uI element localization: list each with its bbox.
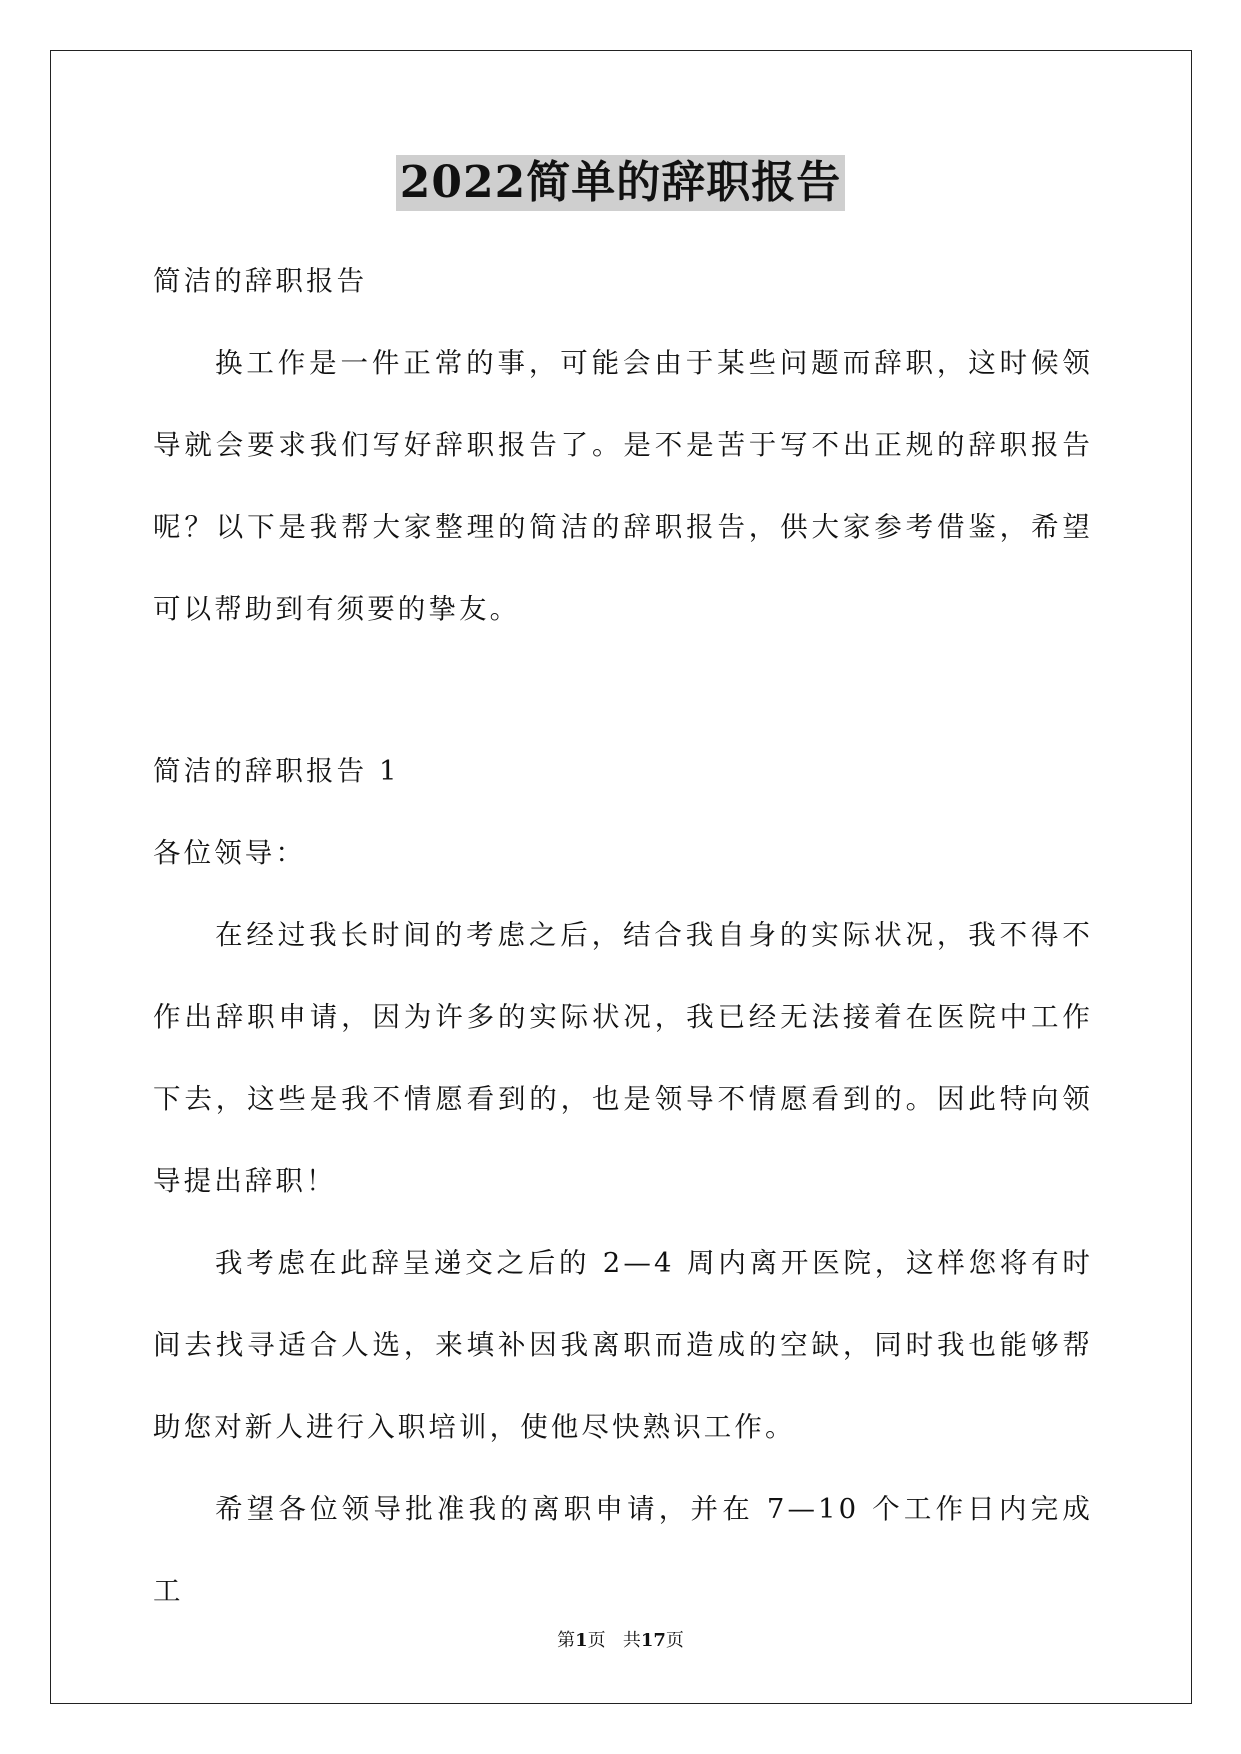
intro-paragraph: 换工作是一件正常的事，可能会由于某些问题而辞职，这时候领导就会要求我们写好辞职报告了。是不是苦于写不出正规的辞职报告呢？以下是我帮大家整理的简洁的辞职报告，供大家参考借鉴，希望可以帮助到有须要的挚友。 — [153, 347, 1093, 625]
section-heading: 简洁的辞职报告 — [153, 265, 368, 297]
page-prefix: 第 — [557, 1630, 576, 1651]
page-current: 1 — [575, 1630, 588, 1651]
document-title: 2022简单的辞职报告 — [396, 155, 845, 211]
body-paragraph: 希望各位领导批准我的离职申请，并在 7—10 个工作日内完成工 — [153, 1493, 1093, 1607]
page-total: 17 — [640, 1630, 666, 1651]
body-paragraph: 在经过我长时间的考虑之后，结合我自身的实际状况，我不得不作出辞职申请，因为许多的实际状况，我已经无法接着在医院中工作下去，这些是我不情愿看到的，也是领导不情愿看到的。因此特向领导提出辞职！ — [153, 919, 1093, 1197]
total-prefix: 共 — [622, 1630, 641, 1651]
salutation: 各位领导： — [153, 837, 306, 869]
document-body — [153, 240, 1093, 1632]
report-heading: 简洁的辞职报告 1 — [153, 755, 400, 787]
page-suffix: 页 — [587, 1630, 606, 1651]
title-container — [0, 155, 1241, 211]
spacer — [153, 650, 1093, 730]
page-footer — [0, 1629, 1241, 1653]
total-suffix: 页 — [665, 1630, 684, 1651]
body-paragraph: 我考虑在此辞呈递交之后的 2—4 周内离开医院，这样您将有时间去找寻适合人选，来填补因我离职而造成的空缺，同时我也能够帮助您对新人进行入职培训，使他尽快熟识工作。 — [153, 1247, 1093, 1443]
